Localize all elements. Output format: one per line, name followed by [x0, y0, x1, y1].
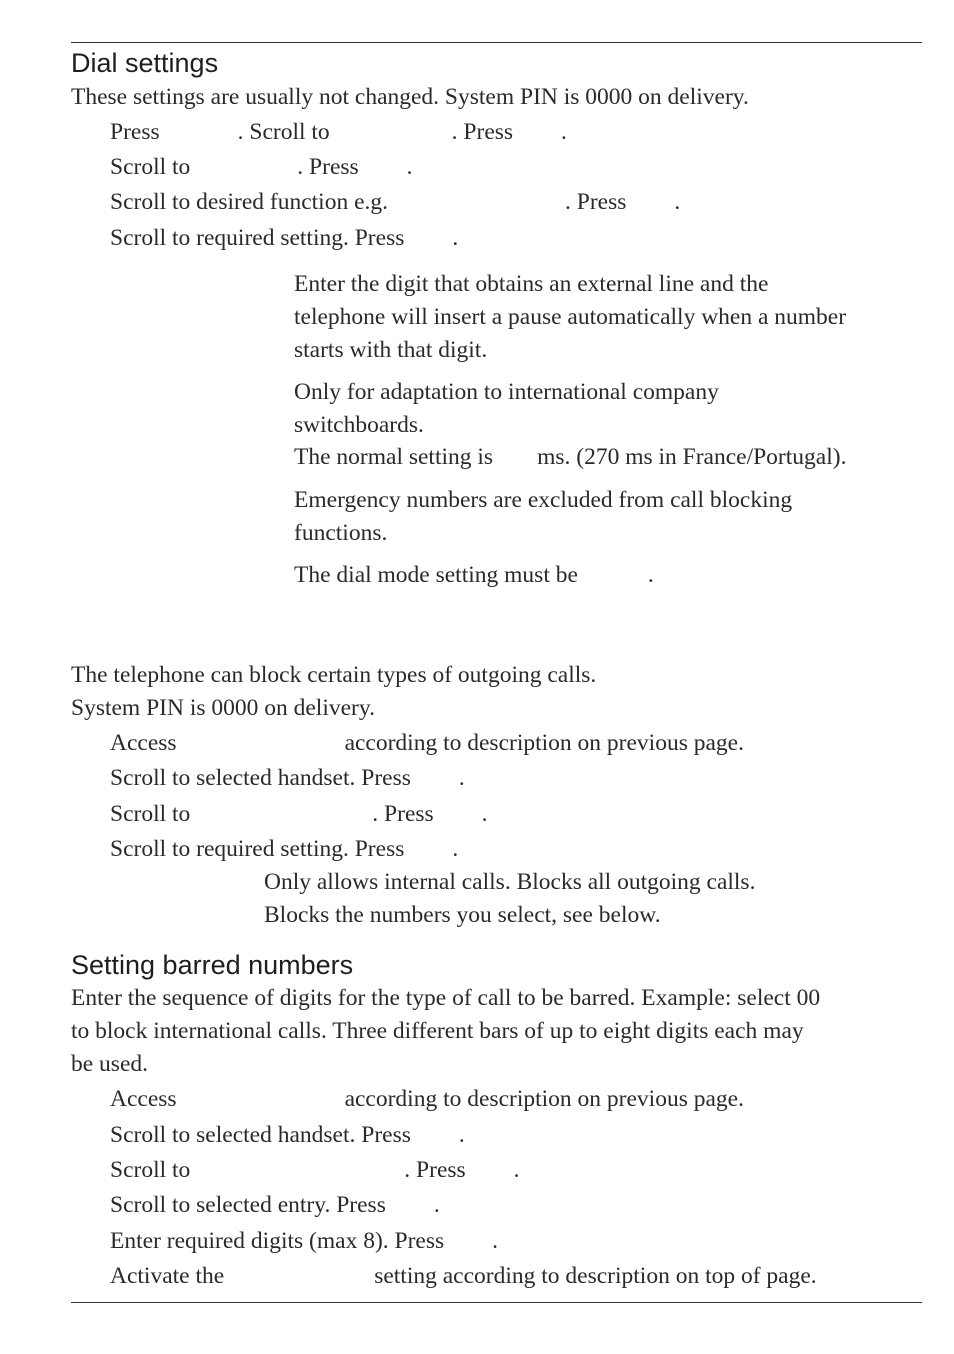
dial-step-4: [110, 227, 458, 251]
barred-step-4-b: .: [433, 1192, 440, 1218]
blocking-intro-line-1: The telephone can block certain types of outgoing calls.: [71, 662, 597, 688]
barred-step-6-b: setting according to description on top of page.: [374, 1263, 817, 1289]
barred-step-3: [110, 1159, 520, 1183]
barred-step-5: [110, 1230, 498, 1254]
blocking-intro-line-2: System PIN is 0000 on delivery.: [71, 695, 375, 721]
dial-step-3-a: Scroll to desired function e.g.: [110, 189, 389, 215]
dial-step-1-d: .: [561, 119, 567, 145]
dial-step-1: [110, 121, 567, 145]
dial-note-5: [294, 564, 654, 588]
barred-step-1: [110, 1088, 744, 1112]
dial-step-3-b: . Press: [565, 189, 627, 215]
blocking-option-2: Blocks the numbers you select, see below.: [264, 902, 661, 928]
dial-step-1-a: Press: [110, 119, 160, 145]
blocking-step-4-a: Scroll to required setting. Press: [110, 836, 405, 862]
dial-step-1-b: . Scroll to: [237, 119, 330, 145]
blocking-step-1-a: Access: [110, 730, 177, 756]
blocking-step-3-c: .: [481, 801, 488, 827]
dial-note-4-line-1: Emergency numbers are excluded from call blocking: [294, 487, 793, 513]
blocking-step-2-b: .: [458, 765, 465, 791]
barred-step-6-a: Activate the: [110, 1263, 225, 1289]
dial-step-2-c: .: [406, 154, 413, 180]
dial-step-4-b: .: [452, 225, 459, 251]
dial-note-3-b: ms. (270 ms in France/Portugal).: [537, 444, 847, 470]
barred-intro-line-2: to block international calls. Three different bars of up to eight digits each may: [71, 1018, 804, 1044]
barred-step-5-b: .: [492, 1228, 499, 1254]
blocking-step-3-b: . Press: [372, 801, 434, 827]
blocking-option-1: Only allows internal calls. Blocks all outgoing calls.: [264, 869, 756, 895]
barred-step-3-a: Scroll to: [110, 1157, 191, 1183]
barred-step-4: [110, 1194, 440, 1218]
blocking-step-2-a: Scroll to selected handset. Press: [110, 765, 411, 791]
blocking-step-1: [110, 732, 744, 756]
dial-note-1-line-2: telephone will insert a pause automatically when a number: [294, 304, 847, 330]
barred-step-2-a: Scroll to selected handset. Press: [110, 1122, 411, 1148]
dial-note-2-line-2: switchboards.: [294, 412, 424, 438]
barred-step-2: [110, 1124, 465, 1148]
dial-note-4-line-2: functions.: [294, 520, 388, 546]
blocking-step-3: [110, 803, 488, 827]
barred-intro-line-1: Enter the sequence of digits for the type of call to be barred. Example: select 00: [71, 985, 821, 1011]
dial-step-2-b: . Press: [297, 154, 359, 180]
barred-intro-line-3: be used.: [71, 1051, 149, 1077]
barred-step-3-c: .: [513, 1157, 520, 1183]
barred-step-1-a: Access: [110, 1086, 177, 1112]
barred-step-3-b: . Press: [404, 1157, 466, 1183]
blocking-step-3-a: Scroll to: [110, 801, 191, 827]
dial-step-3: [110, 191, 680, 215]
dial-intro: These settings are usually not changed. System PIN is 0000 on delivery.: [71, 84, 749, 110]
barred-step-6: [110, 1265, 817, 1289]
blocking-step-2: [110, 767, 465, 791]
dial-note-5-a: The dial mode setting must be: [294, 562, 578, 588]
blocking-step-4-b: .: [452, 836, 459, 862]
barred-step-4-a: Scroll to selected entry. Press: [110, 1192, 386, 1218]
blocking-step-4: [110, 838, 458, 862]
barred-step-2-b: .: [458, 1122, 465, 1148]
blocking-step-1-b: according to description on previous page.: [344, 730, 744, 756]
dial-note-1-line-3: starts with that digit.: [294, 337, 488, 363]
dial-note-3: [294, 446, 846, 470]
dial-step-3-c: .: [674, 189, 681, 215]
dial-note-5-b: .: [647, 562, 654, 588]
barred-numbers-heading: Setting barred numbers: [71, 950, 354, 980]
dial-step-4-a: Scroll to required setting. Press: [110, 225, 405, 251]
dial-note-2-line-1: Only for adaptation to international company: [294, 379, 719, 405]
dial-step-2-a: Scroll to: [110, 154, 191, 180]
bottom-rule: [71, 1302, 922, 1303]
dial-note-1-line-1: Enter the digit that obtains an external line and the: [294, 271, 769, 297]
dial-note-3-a: The normal setting is: [294, 444, 494, 470]
top-rule: [71, 42, 922, 43]
dial-step-2: [110, 156, 413, 180]
dial-settings-heading: Dial settings: [71, 48, 219, 78]
dial-step-1-c: . Press: [451, 119, 514, 145]
barred-step-1-b: according to description on previous page.: [344, 1086, 744, 1112]
barred-step-5-a: Enter required digits (max 8). Press: [110, 1228, 445, 1254]
